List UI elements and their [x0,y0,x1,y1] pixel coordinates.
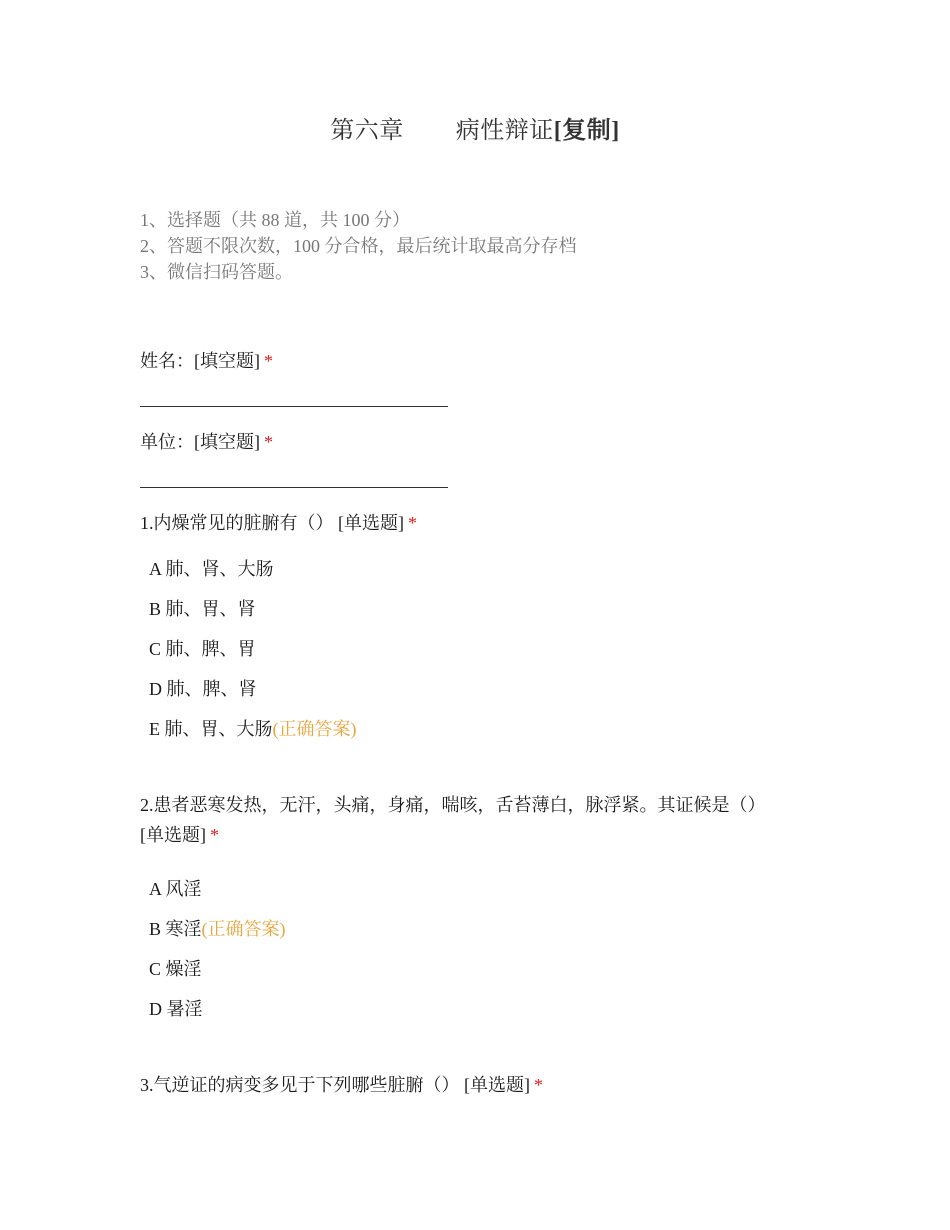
option-label: D 肺、脾、肾 [149,679,257,699]
question-type: [单选题] [464,1075,530,1095]
unit-field-label [140,427,800,457]
name-label: 姓名： [140,351,194,371]
intro-line: 3、微信扫码答题。 [140,262,293,282]
required-mark: * [264,351,273,371]
question-text: 1.内燥常见的脏腑有（） [140,513,334,533]
title-main: 病性辩证 [455,118,554,144]
correct-answer-tag: (正确答案) [272,719,357,739]
q1-option-c[interactable] [149,636,256,662]
chapter-label: 第六章 [330,118,404,144]
option-label: E 肺、胃、大肠 [149,719,273,739]
correct-answer-tag: (正确答案) [201,919,286,939]
name-input[interactable] [140,406,448,407]
required-mark: * [408,513,417,533]
page-title [0,110,950,145]
q1-option-a[interactable] [149,556,274,582]
unit-label: 单位： [140,432,194,452]
option-label: A 肺、肾、大肠 [149,559,274,579]
q1-option-b[interactable] [149,596,256,622]
name-type: [填空题] [194,351,260,371]
required-mark: * [264,432,273,452]
option-label: D 暑淫 [149,999,203,1019]
option-label: C 肺、脾、胃 [149,639,256,659]
question-text: 2.患者恶寒发热，无汗，头痛，身痛，喘咳，舌苔薄白，脉浮紧。其证候是（） [140,795,766,815]
question-1-title [140,508,800,538]
required-mark: * [210,825,219,845]
q1-option-d[interactable] [149,676,257,702]
intro-line: 1、选择题（共 88 道，共 100 分） [140,210,410,230]
question-text: 3.气逆证的病变多见于下列哪些脏腑（） [140,1075,460,1095]
option-label: C 燥淫 [149,959,202,979]
q1-option-e[interactable] [149,716,357,742]
option-label: B 肺、胃、肾 [149,599,256,619]
required-mark: * [534,1075,543,1095]
question-type: [单选题] [140,825,206,845]
q2-option-b[interactable] [149,916,286,942]
intro-line: 2、答题不限次数，100 分合格，最后统计取最高分存档 [140,236,577,256]
name-field-label [140,346,800,376]
question-type: [单选题] [338,513,404,533]
unit-type: [填空题] [194,432,260,452]
q2-option-d[interactable] [149,996,203,1022]
title-suffix: [复制] [553,118,620,144]
q2-option-c[interactable] [149,956,202,982]
option-label: A 风淫 [149,879,202,899]
question-3-title [140,1070,800,1100]
intro-block [140,207,577,285]
question-2-title [140,790,800,850]
unit-input[interactable] [140,487,448,488]
q2-option-a[interactable] [149,876,202,902]
option-label: B 寒淫 [149,919,202,939]
